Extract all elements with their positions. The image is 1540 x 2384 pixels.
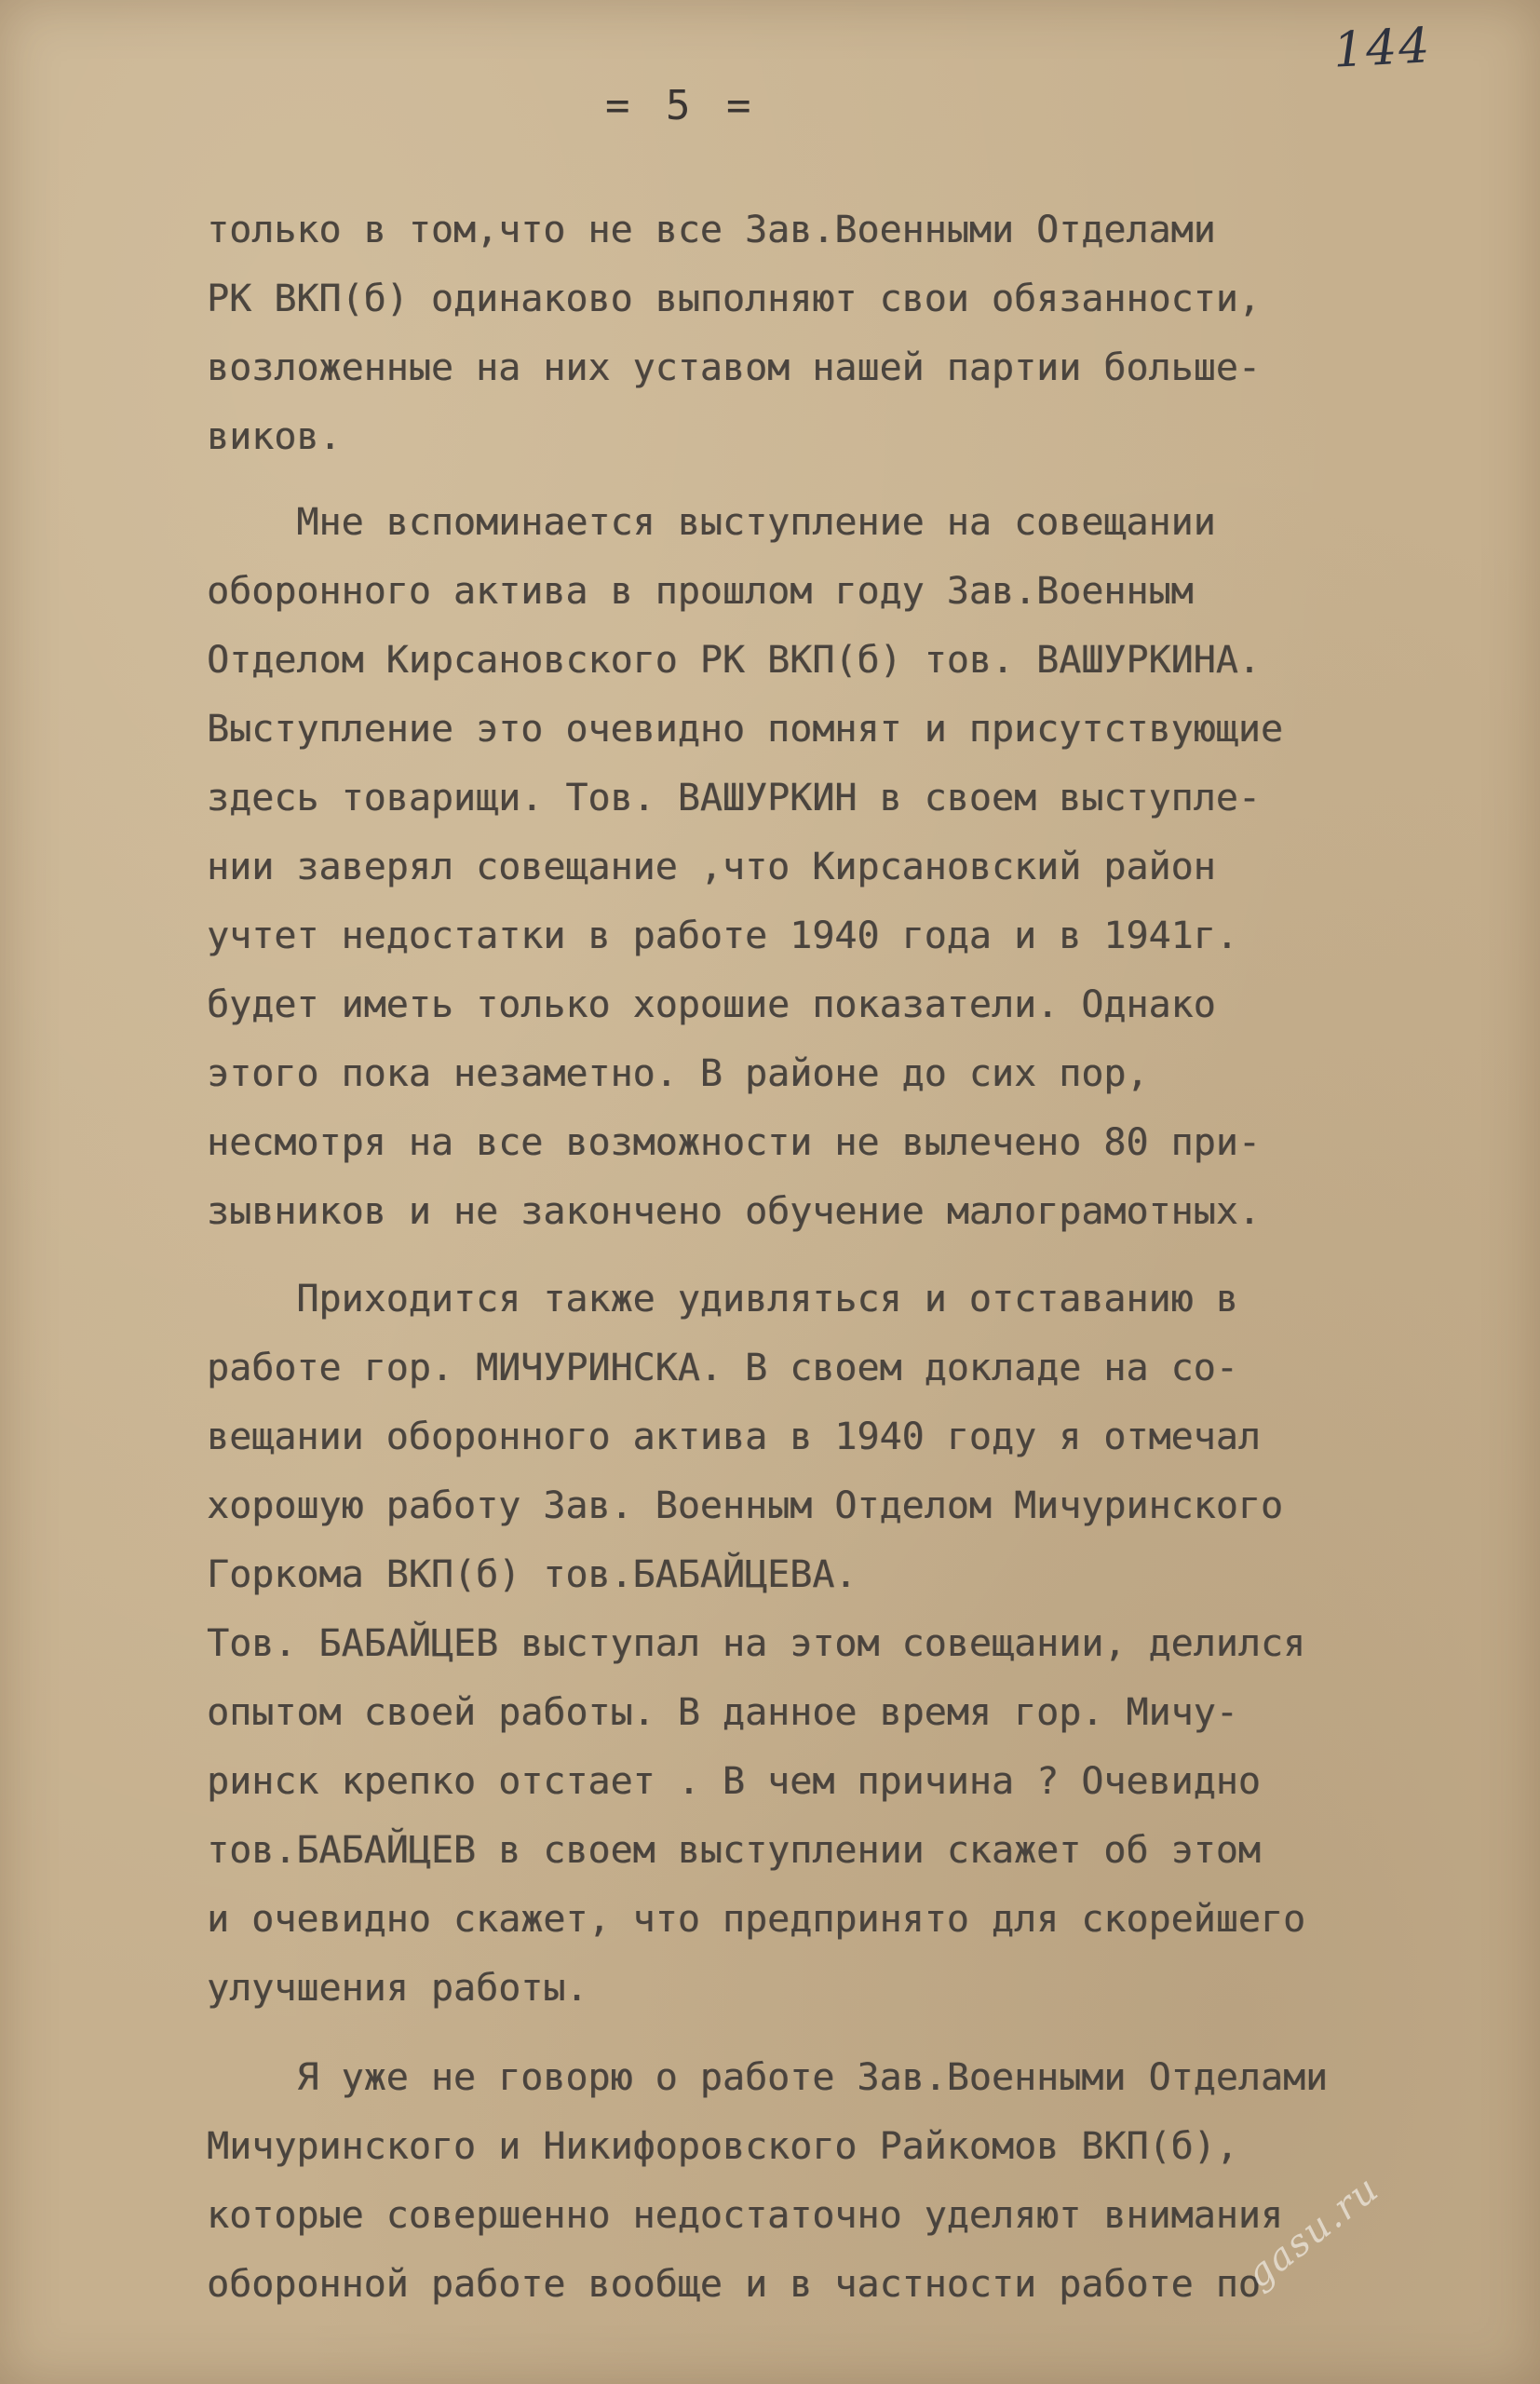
text-line: Тов. БАБАЙЦЕВ выступал на этом совещании, делился bbox=[207, 1622, 1306, 1665]
text-line: нии заверял совещание ,что Кирсановский район bbox=[207, 846, 1216, 888]
text-line: работе гор. МИЧУРИНСКА. В своем докладе на со- bbox=[207, 1347, 1238, 1389]
text-line: и очевидно скажет, что предпринято для скорейшего bbox=[207, 1898, 1306, 1941]
text-line: здесь товарищи. Тов. ВАШУРКИН в своем выступле- bbox=[207, 777, 1261, 820]
text-line: Мне вспоминается выступление на совещании bbox=[207, 501, 1216, 544]
text-line: ринск крепко отстает . В чем причина ? Очевидно bbox=[207, 1760, 1261, 1803]
text-line: будет иметь только хорошие показатели. Однако bbox=[207, 983, 1216, 1026]
folio-number: = 5 = bbox=[605, 82, 757, 129]
text-line: РК ВКП(б) одинаково выполняют свои обязанности, bbox=[207, 278, 1261, 320]
text-line: виков. bbox=[207, 415, 342, 458]
text-line: хорошую работу Зав. Военным Отделом Мичуринского bbox=[207, 1484, 1283, 1527]
text-line: Выступление это очевидно помнят и присутствующие bbox=[207, 708, 1283, 751]
text-line: тов.БАБАЙЦЕВ в своем выступлении скажет об этом bbox=[207, 1829, 1261, 1872]
text-line: улучшения работы. bbox=[207, 1967, 588, 2010]
text-line: оборонного актива в прошлом году Зав.Военным bbox=[207, 570, 1194, 613]
text-line: возложенные на них уставом нашей партии больше- bbox=[207, 346, 1261, 389]
text-line: только в том,что не все Зав.Военными Отделами bbox=[207, 209, 1216, 251]
text-line: зывников и не закончено обучение малограмотных. bbox=[207, 1190, 1261, 1233]
text-line: Горкома ВКП(б) тов.БАБАЙЦЕВА. bbox=[207, 1553, 858, 1596]
archive-page-number: 144 bbox=[1331, 18, 1433, 79]
text-line: этого пока незаметно. В районе до сих пор, bbox=[207, 1052, 1149, 1095]
text-line: вещании оборонного актива в 1940 году я отмечал bbox=[207, 1416, 1261, 1458]
text-line: несмотря на все возможности не вылечено 80 при- bbox=[207, 1121, 1261, 1164]
text-line: оборонной работе вообще и в частности работе по bbox=[207, 2263, 1261, 2306]
watermark: gasu.ru bbox=[1238, 2166, 1388, 2297]
text-line: которые совершенно недостаточно уделяют внимания bbox=[207, 2194, 1283, 2237]
text-line: Я уже не говорю о работе Зав.Военными Отделами bbox=[207, 2056, 1329, 2099]
text-line: Приходится также удивляться и отставанию в bbox=[207, 1278, 1238, 1321]
text-line: Мичуринского и Никифоровского Райкомов ВКП(б), bbox=[207, 2125, 1238, 2168]
text-line: опытом своей работы. В данное время гор. Мичу- bbox=[207, 1691, 1238, 1734]
text-line: учтет недостатки в работе 1940 года и в 1941г. bbox=[207, 914, 1238, 957]
text-line: Отделом Кирсановского РК ВКП(б) тов. ВАШУРКИНА. bbox=[207, 639, 1261, 682]
